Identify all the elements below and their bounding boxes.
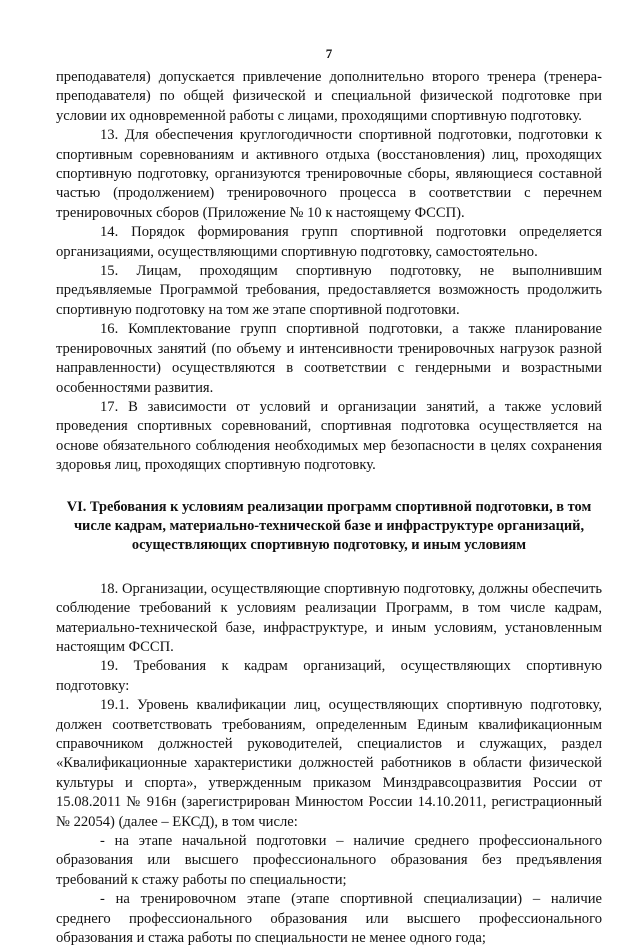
section-heading: VI. Требования к условиям реализации программ спортивной подготовки, в том числе кадрам, материально-технической базе и инфраструктуре организаций, осуществляющих спортивную подготовку, и иным условиям <box>66 498 592 554</box>
paragraph-14: 14. Порядок формирования групп спортивной подготовки определяется организациями, осуществляющими спортивную подготовку, самостоятельно. <box>56 224 602 260</box>
paragraph-continuation: преподавателя) допускается привлечение дополнительно второго тренера (тренера-преподавателя) по общей физической и специальной физической подготовке при условии их одновременной работы с лицами, проходящими спортивную подготовку. <box>56 69 602 124</box>
paragraph-19: 19. Требования к кадрам организаций, осуществляющих спортивную подготовку: <box>56 658 602 694</box>
paragraph-16: 16. Комплектование групп спортивной подготовки, а также планирование тренировочных занятий (по объему и интенсивности тренировочных нагрузок разной направленности) осуществляются в соответствии с гендерными и возрастными особенностями развития. <box>56 321 602 396</box>
body-text-bottom <box>56 580 602 948</box>
paragraph-13: 13. Для обеспечения круглогодичности спортивной подготовки, подготовки к спортивным соревнованиям и активного отдыха (восстановления) лиц, проходящих спортивную подготовку, организуются тренировочные сборы, являющиеся составной частью (продолжением) тренировочного процесса в соответствии с перечнем тренировочных сборов (Приложение № 10 к настоящему ФССП). <box>56 127 602 221</box>
paragraph-17: 17. В зависимости от условий и организации занятий, а также условий проведения спортивных соревнований, спортивная подготовка осуществляется на основе обязательного соблюдения необходимых мер безопасности в целях сохранения здоровья лиц, проходящих спортивную подготовку. <box>56 398 602 474</box>
paragraph-18: 18. Организации, осуществляющие спортивную подготовку, должны обеспечить соблюдение требований к условиям реализации Программ, в том числе кадрам, материально-технической базе, инфраструктуре, и иным условиям, установленным настоящим ФССП. <box>56 580 602 655</box>
paragraph-15: 15. Лицам, проходящим спортивную подготовку, не выполнившим предъявляемые Программой требования, предоставляется возможность продолжить спортивную подготовку на том же этапе спортивной подготовки. <box>56 263 602 318</box>
body-text-top <box>56 68 602 476</box>
list-item-initial-stage: - на этапе начальной подготовки – наличие среднего профессионального образования или высшего профессионального образования без предъявления требований к стажу работы по специальности; <box>56 833 602 888</box>
list-item-training-stage: - на тренировочном этапе (этапе спортивной специализации) – наличие среднего профессионального образования или высшего профессионального образования и стажа работы по специальности не менее одного года; <box>56 891 602 947</box>
paragraph-19-1: 19.1. Уровень квалификации лиц, осуществляющих спортивную подготовку, должен соответствовать требованиям, определенным Единым квалификационным справочником должностей руководителей, специалистов и служащих, раздел «Квалификационные характеристики должностей работников в области физической культуры и спорта», утвержденным приказом Минздравсоцразвития России от 15.08.2011 № 916н (зарегистрирован Минюстом России 14.10.2011, регистрационный № 22054) (далее – ЕКСД), в том числе: <box>56 697 602 830</box>
page-number: 7 <box>325 46 333 61</box>
